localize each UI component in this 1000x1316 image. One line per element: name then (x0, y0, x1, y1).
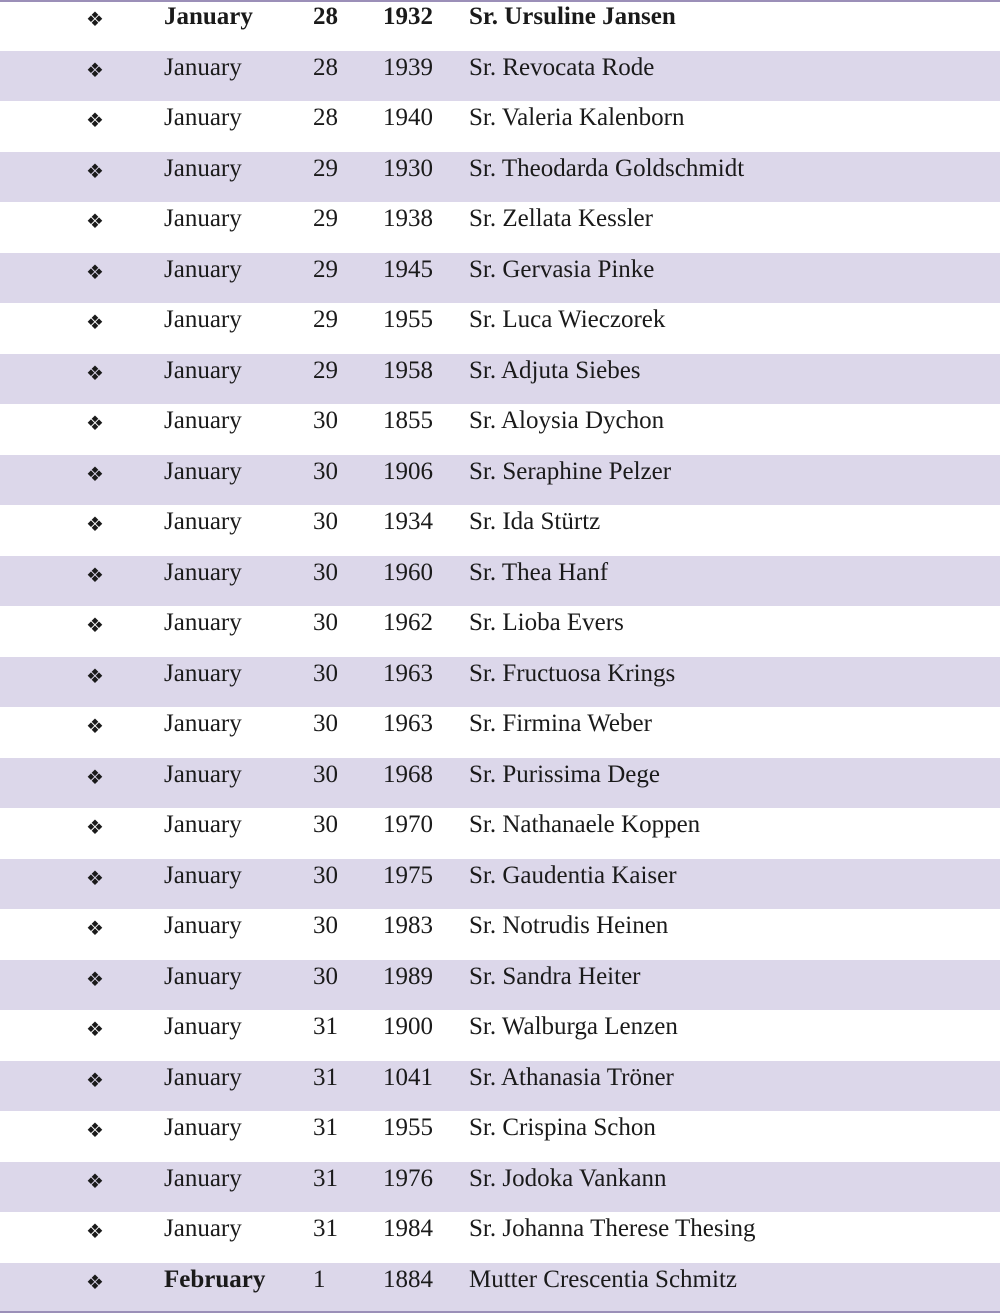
day-cell: 30 (313, 760, 338, 788)
year-cell: 1989 (383, 962, 433, 990)
bullet-icon: ❖ (86, 360, 104, 385)
day-cell: 30 (313, 811, 338, 838)
month-cell: January (164, 811, 242, 838)
table-row (0, 606, 1000, 657)
name-cell: Sr. Gervasia Pinke (469, 255, 655, 283)
month-cell: January (164, 1215, 242, 1242)
year-cell: 1962 (383, 609, 433, 636)
day-cell: 28 (313, 104, 338, 131)
day-cell: 29 (313, 154, 338, 182)
day-cell: 30 (313, 407, 338, 434)
name-cell: Sr. Revocata Rode (469, 53, 655, 81)
bullet-icon: ❖ (86, 259, 104, 284)
table-row (0, 1111, 1000, 1162)
month-cell: January (164, 154, 242, 182)
table-row (0, 1263, 1000, 1314)
day-cell: 29 (313, 205, 338, 232)
year-cell: 1975 (383, 861, 433, 889)
bullet-icon: ❖ (86, 1219, 104, 1243)
bullet-icon: ❖ (86, 865, 104, 890)
month-cell: January (164, 205, 242, 232)
bullet-icon: ❖ (86, 158, 104, 183)
table-row (0, 657, 1000, 708)
table-row (0, 1061, 1000, 1112)
name-cell: Sr. Thea Hanf (469, 558, 609, 586)
year-cell: 1963 (383, 659, 433, 687)
month-cell: January (164, 760, 242, 788)
table-row (0, 51, 1000, 102)
day-cell: 31 (313, 1063, 338, 1091)
bullet-icon: ❖ (86, 108, 104, 132)
name-cell: Sr. Valeria Kalenborn (469, 104, 685, 131)
name-cell: Sr. Notrudis Heinen (469, 912, 669, 939)
year-cell: 1968 (383, 760, 433, 788)
table-row (0, 556, 1000, 607)
name-cell: Sr. Lioba Evers (469, 609, 624, 636)
day-cell: 31 (313, 1164, 338, 1192)
day-cell: 31 (313, 1013, 338, 1040)
name-cell: Sr. Crispina Schon (469, 1114, 656, 1141)
day-cell: 28 (313, 3, 338, 30)
table-row (0, 1010, 1000, 1061)
bullet-icon: ❖ (86, 764, 104, 789)
table-row (0, 707, 1000, 758)
table-bottom-rule (0, 1311, 1000, 1313)
year-cell: 1934 (383, 508, 433, 535)
year-cell: 1930 (383, 154, 433, 182)
day-cell: 30 (313, 659, 338, 687)
month-cell: January (164, 306, 242, 333)
table-row (0, 303, 1000, 354)
day-cell: 31 (313, 1215, 338, 1242)
year-cell: 1984 (383, 1215, 433, 1242)
bullet-icon: ❖ (86, 7, 104, 31)
bullet-icon: ❖ (86, 815, 104, 839)
name-cell: Sr. Ursuline Jansen (469, 3, 676, 30)
month-cell: January (164, 1063, 242, 1091)
bullet-icon: ❖ (86, 209, 104, 233)
name-cell: Sr. Gaudentia Kaiser (469, 861, 677, 889)
day-cell: 30 (313, 962, 338, 990)
month-cell: January (164, 407, 242, 434)
table-row (0, 455, 1000, 506)
name-cell: Sr. Aloysia Dychon (469, 407, 665, 434)
month-cell: January (164, 1114, 242, 1141)
month-cell: January (164, 356, 242, 384)
year-cell: 1955 (383, 306, 433, 333)
day-cell: 30 (313, 457, 338, 485)
year-cell: 1884 (383, 1265, 433, 1293)
name-cell: Sr. Firmina Weber (469, 710, 652, 737)
bullet-icon: ❖ (86, 1168, 104, 1193)
name-cell: Sr. Luca Wieczorek (469, 306, 666, 333)
month-cell: January (164, 3, 253, 30)
name-cell: Sr. Adjuta Siebes (469, 356, 641, 384)
day-cell: 29 (313, 306, 338, 333)
table-row (0, 505, 1000, 556)
table-row (0, 758, 1000, 809)
month-cell: January (164, 659, 242, 687)
bullet-icon: ❖ (86, 966, 104, 991)
year-cell: 1938 (383, 205, 433, 232)
month-cell: January (164, 53, 242, 81)
name-cell: Sr. Nathanaele Koppen (469, 811, 701, 838)
name-cell: Sr. Walburga Lenzen (469, 1013, 678, 1040)
bullet-icon: ❖ (86, 714, 104, 738)
day-cell: 1 (313, 1265, 326, 1293)
bullet-icon: ❖ (86, 411, 104, 435)
day-cell: 30 (313, 508, 338, 535)
name-cell: Mutter Crescentia Schmitz (469, 1265, 737, 1293)
name-cell: Sr. Theodarda Goldschmidt (469, 154, 745, 182)
year-cell: 1900 (383, 1013, 433, 1040)
month-cell: January (164, 457, 242, 485)
day-cell: 30 (313, 912, 338, 939)
name-cell: Sr. Ida Stürtz (469, 508, 601, 535)
day-cell: 30 (313, 710, 338, 737)
month-cell: February (164, 1265, 266, 1293)
table-row (0, 859, 1000, 910)
month-cell: January (164, 1164, 242, 1192)
table-row (0, 152, 1000, 203)
year-cell: 1958 (383, 356, 433, 384)
year-cell: 1963 (383, 710, 433, 737)
bullet-icon: ❖ (86, 1067, 104, 1092)
name-cell: Sr. Johanna Therese Thesing (469, 1215, 756, 1242)
bullet-icon: ❖ (86, 916, 104, 940)
table-row (0, 1162, 1000, 1213)
bullet-icon: ❖ (86, 1017, 104, 1041)
year-cell: 1955 (383, 1114, 433, 1141)
name-cell: Sr. Zellata Kessler (469, 205, 653, 232)
name-cell: Sr. Fructuosa Krings (469, 659, 676, 687)
name-cell: Sr. Jodoka Vankann (469, 1164, 667, 1192)
day-cell: 30 (313, 558, 338, 586)
table-row (0, 202, 1000, 253)
bullet-icon: ❖ (86, 512, 104, 536)
table-row (0, 808, 1000, 859)
table-row (0, 354, 1000, 405)
bullet-icon: ❖ (86, 1118, 104, 1142)
month-cell: January (164, 255, 242, 283)
year-cell: 1945 (383, 255, 433, 283)
year-cell: 1970 (383, 811, 433, 838)
year-cell: 1855 (383, 407, 433, 434)
bullet-icon: ❖ (86, 663, 104, 688)
day-cell: 29 (313, 356, 338, 384)
day-cell: 31 (313, 1114, 338, 1141)
month-cell: January (164, 912, 242, 939)
month-cell: January (164, 710, 242, 737)
year-cell: 1960 (383, 558, 433, 586)
month-cell: January (164, 104, 242, 131)
bullet-icon: ❖ (86, 461, 104, 486)
table-row (0, 404, 1000, 455)
month-cell: January (164, 558, 242, 586)
month-cell: January (164, 508, 242, 535)
day-cell: 29 (313, 255, 338, 283)
bullet-icon: ❖ (86, 562, 104, 587)
table-row (0, 909, 1000, 960)
year-cell: 1932 (383, 3, 433, 30)
year-cell: 1983 (383, 912, 433, 939)
table-row (0, 960, 1000, 1011)
day-cell: 30 (313, 861, 338, 889)
year-cell: 1041 (383, 1063, 433, 1091)
month-cell: January (164, 1013, 242, 1040)
month-cell: January (164, 962, 242, 990)
name-cell: Sr. Purissima Dege (469, 760, 660, 788)
table-row (0, 0, 1000, 51)
day-cell: 30 (313, 609, 338, 636)
table-row (0, 1212, 1000, 1263)
name-cell: Sr. Athanasia Tröner (469, 1063, 674, 1091)
year-cell: 1939 (383, 53, 433, 81)
table-row (0, 101, 1000, 152)
bullet-icon: ❖ (86, 310, 104, 334)
month-cell: January (164, 609, 242, 636)
bullet-icon: ❖ (86, 1269, 104, 1294)
table-row (0, 253, 1000, 304)
month-cell: January (164, 861, 242, 889)
year-cell: 1976 (383, 1164, 433, 1192)
day-cell: 28 (313, 53, 338, 81)
name-cell: Sr. Sandra Heiter (469, 962, 641, 990)
bullet-icon: ❖ (86, 613, 104, 637)
year-cell: 1906 (383, 457, 433, 485)
bullet-icon: ❖ (86, 57, 104, 82)
name-cell: Sr. Seraphine Pelzer (469, 457, 672, 485)
year-cell: 1940 (383, 104, 433, 131)
